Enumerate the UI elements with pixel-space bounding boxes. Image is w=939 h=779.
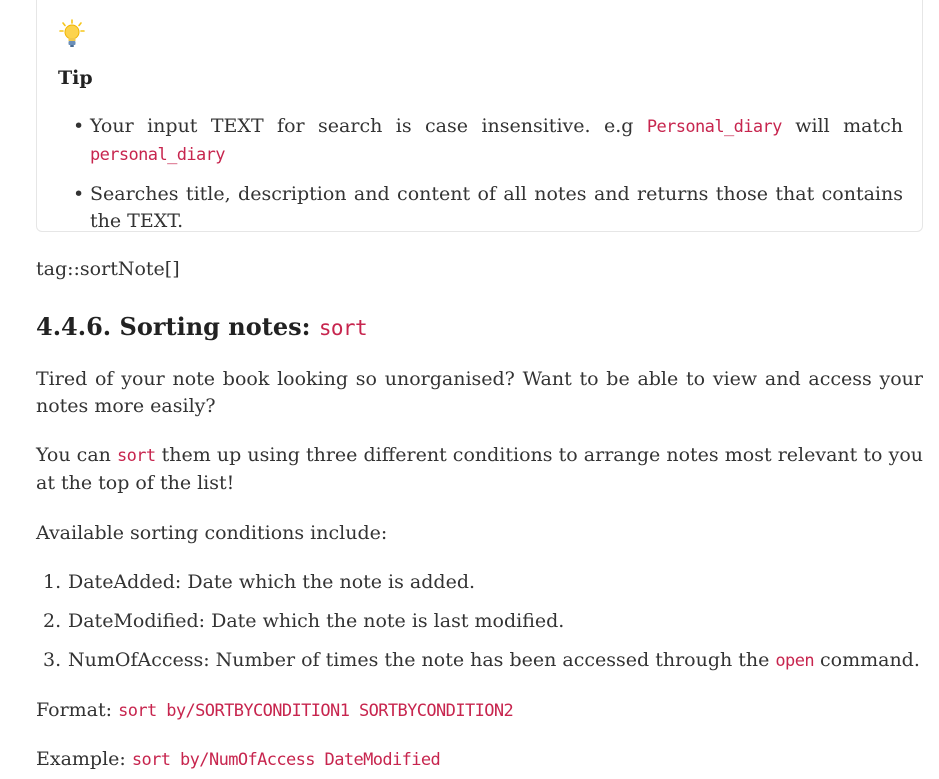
list-item: 3. NumOfAccess: Number of times the note has been accessed through the open command. [43,649,920,671]
inline-code: sort [117,446,156,466]
lightbulb-icon [59,19,85,49]
tip-item: • Searches title, description and content of all notes and returns those that contains the TEXT. [73,181,903,235]
tip-title: Tip [58,67,93,89]
format-code: sort by/SORTBYCONDITION1 SORTBYCONDITION2 [118,701,514,721]
sort-paragraph: You can sort them up using three different conditions to arrange notes most relevant to you at the top of the list! [36,444,924,494]
format-line: Format: sort by/SORTBYCONDITION1 SORTBYCONDITION2 [36,699,514,721]
inline-code: Personal_diary [646,117,782,137]
tip-list [73,113,903,247]
list-item: 2. DateModified: Date which the note is last modified. [43,610,565,632]
section-heading: 4.4.6. Sorting notes: sort [36,312,368,341]
example-code: sort by/NumOfAccess DateModified [131,750,441,770]
tip-admonition [36,0,923,232]
inline-code: personal_diary [90,145,225,165]
heading-code: sort [318,316,368,340]
list-item: 1. DateAdded: Date which the note is added. [43,571,476,593]
tag-line: tag::sortNote[] [36,258,180,280]
available-conditions-text: Available sorting conditions include: [36,522,388,544]
example-line: Example: sort by/NumOfAccess DateModified [36,748,441,770]
tip-item: • Your input TEXT for search is case insensitive. e.g Personal_diary will match personal_diary [73,113,903,169]
conditions-list [36,569,923,687]
intro-paragraph: Tired of your note book looking so unorganised? Want to be able to view and access your notes more easily? [36,368,923,417]
inline-code: open [775,651,814,671]
